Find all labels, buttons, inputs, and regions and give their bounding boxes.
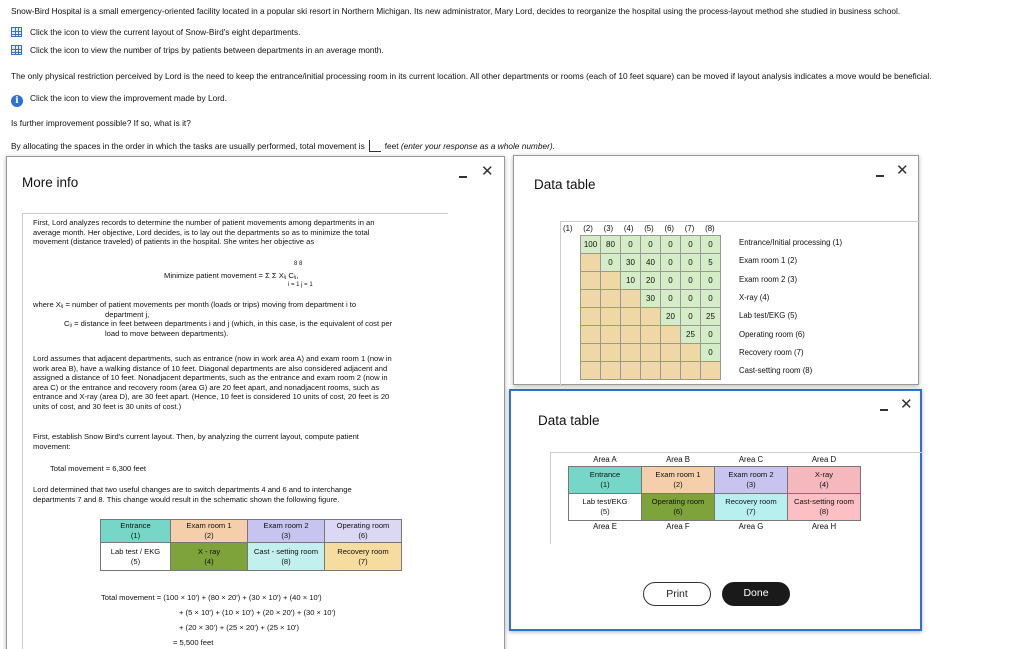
sum-upper-limits: 8 8	[294, 261, 303, 267]
trip-count-cell: 20	[641, 272, 661, 290]
cell-number: (8)	[281, 556, 291, 566]
def-c-line2: load to move between departments).	[105, 328, 229, 338]
current-layout-table	[568, 454, 861, 533]
p2-line: work area B), have a walking distance of 10 feet. Diagonal departments are also considered adjacent and	[33, 363, 388, 373]
cell-number: (5)	[600, 507, 610, 516]
trip-count-cell: 0	[681, 308, 701, 326]
empty-cell	[681, 344, 701, 362]
p4-line: departments 7 and 8. This change would result in the schematic shown the following figure.	[33, 494, 340, 504]
prompt-hint: (enter your response as a whole number).	[400, 141, 555, 151]
cell-label: X-ray	[814, 470, 834, 479]
area-a-entrance	[569, 467, 642, 494]
empty-cell	[621, 308, 641, 326]
cell-label: Exam room 1	[655, 470, 701, 479]
improvement-link[interactable]	[11, 93, 227, 107]
area-c-exam2	[715, 467, 788, 494]
layout-cell-lab	[101, 543, 171, 571]
trip-count-cell: 80	[601, 236, 621, 254]
minimize-icon[interactable]	[459, 176, 467, 178]
p2-line: units of cost, and 30 feet is 30 units of cost.)	[33, 401, 182, 411]
distance-paragraph	[33, 354, 448, 412]
empty-cell	[621, 362, 641, 380]
cell-label: Recovery room	[725, 497, 777, 506]
area-label: Area C	[738, 455, 764, 464]
p1-line2: average month. Her objective, Lord decides, is to lay out the departments so as to minimize the total	[33, 227, 370, 237]
column-header: (2)	[583, 224, 593, 233]
p2-line: assigned a distance of 10 feet. Nonadjacent departments, such as the entrance and exam room 2 (now in	[33, 373, 388, 383]
definitions	[33, 300, 448, 338]
empty-cell	[601, 272, 621, 290]
cell-number: (3)	[746, 480, 756, 489]
area-label: Area D	[811, 455, 837, 464]
area-label: Area H	[811, 522, 837, 531]
trip-count-cell: 0	[701, 344, 721, 362]
data-table-title: Data table	[534, 177, 596, 192]
empty-cell	[601, 344, 621, 362]
empty-cell	[701, 362, 721, 380]
cell-number: (3)	[281, 531, 291, 540]
layout-cell-entrance	[101, 520, 171, 543]
p2-line: area C) or the entrance and recovery room (area G) are 20 feet apart, and nonadjacent rooms, such as	[33, 382, 380, 392]
more-info-title: More info	[22, 175, 79, 190]
cell-number: (2)	[673, 480, 683, 489]
trip-count-cell: 0	[701, 326, 721, 344]
empty-cell	[581, 290, 601, 308]
cell-label: Cast-setting room	[794, 497, 854, 506]
cell-number: (7)	[746, 507, 756, 516]
department-label: Recovery room (7)	[739, 347, 804, 357]
empty-cell	[581, 326, 601, 344]
area-h-cast	[788, 494, 861, 521]
matrix-row	[581, 254, 721, 272]
cell-number: (4)	[819, 480, 829, 489]
answer-prompt	[11, 140, 555, 151]
answer-input[interactable]	[369, 140, 381, 152]
restriction-text: The only physical restriction perceived by Lord is the need to keep the entrance/initial processing room in its current location. All other departments or rooms (each of 10 feet square) can be moved if layout analysis indicates a move would be beneficial.	[11, 71, 932, 81]
changes-paragraph	[33, 485, 448, 504]
empty-cell	[661, 344, 681, 362]
cell-number: (7)	[358, 556, 368, 566]
department-label: Lab test/EKG (5)	[739, 311, 798, 321]
empty-cell	[621, 290, 641, 308]
trip-count-cell: 0	[641, 236, 661, 254]
column-header: (3)	[603, 224, 614, 233]
p1-line3: movement (distance traveled) of patients in the hospital. She writes her objective as	[33, 237, 315, 247]
empty-cell	[641, 308, 661, 326]
cell-label: Entrance	[589, 470, 621, 479]
cell-number: (8)	[819, 507, 829, 516]
p2-line: Lord assumes that adjacent departments, such as entrance (now in work area A) and exam room 1 (now in	[33, 354, 392, 363]
more-info-dialog	[6, 156, 505, 649]
empty-cell	[581, 344, 601, 362]
def-c-line1: Cᵢⱼ = distance in feet between departments i and j (which, in this case, is the equivalent of cost per	[64, 319, 393, 329]
area-label: Area G	[738, 522, 764, 531]
p3-line: First, establish Snow Bird's current layout. Then, by analyzing the current layout, compute patient	[33, 432, 359, 441]
department-label: Cast-setting room (8)	[739, 366, 813, 376]
column-header: (5)	[644, 224, 654, 233]
calc-result: = 5,500 feet	[173, 638, 214, 647]
empty-cell	[641, 344, 661, 362]
cell-label: Operating room	[336, 521, 390, 530]
data-table-title: Data table	[538, 413, 600, 428]
minimize-icon[interactable]	[876, 175, 884, 177]
cell-label: Entrance	[120, 521, 151, 530]
close-icon[interactable]: ✕	[900, 396, 913, 413]
trip-count-cell: 30	[641, 290, 661, 308]
p3-line: movement:	[33, 441, 71, 451]
area-e-lab	[569, 494, 642, 521]
table-icon[interactable]	[11, 45, 22, 55]
close-icon[interactable]: ✕	[481, 163, 494, 180]
trip-count-cell: 0	[701, 272, 721, 290]
area-g-recovery	[715, 494, 788, 521]
cell-label: Exam room 2	[263, 521, 309, 530]
trip-count-cell: 0	[701, 290, 721, 308]
further-question: Is further improvement possible? If so, what is it?	[11, 118, 191, 128]
cell-number: (6)	[673, 507, 683, 516]
area-f-operating	[642, 494, 715, 521]
department-label: Exam room 2 (3)	[739, 274, 798, 284]
cell-label: Lab test/EKG	[582, 497, 628, 506]
p2-line: entrance and X-ray (area D), are 30 feet apart. (Hence, 10 feet is considered 10 units of cost, 20 feet is 20	[33, 392, 390, 402]
cell-number: (4)	[204, 556, 214, 566]
cell-label: Exam room 1	[186, 521, 232, 530]
trip-count-cell: 10	[621, 272, 641, 290]
close-icon[interactable]: ✕	[896, 162, 909, 179]
cell-number: (1)	[600, 480, 610, 489]
empty-cell	[581, 362, 601, 380]
department-label: Operating room (6)	[739, 329, 805, 339]
layout-cell-xray	[171, 543, 248, 571]
trip-count-cell: 100	[581, 236, 601, 254]
layout-cell-cast	[248, 543, 325, 571]
cell-label: Cast - setting room	[253, 546, 319, 556]
empty-cell	[661, 362, 681, 380]
layout-cell-operating	[325, 520, 402, 543]
area-label: Area B	[666, 455, 690, 464]
trip-count-cell: 0	[681, 290, 701, 308]
cell-label: Operating room	[651, 497, 705, 506]
matrix-row	[581, 272, 721, 290]
empty-cell	[601, 308, 621, 326]
objective-paragraph	[33, 218, 448, 247]
prompt-before: By allocating the spaces in the order in which the tasks are usually performed, total movement is	[11, 141, 365, 151]
info-icon[interactable]: i	[11, 95, 23, 107]
department-label: X-ray (4)	[739, 292, 770, 302]
department-label: Exam room 1 (2)	[739, 256, 798, 266]
empty-cell	[581, 308, 601, 326]
trip-count-cell: 30	[621, 254, 641, 272]
layout-link-text[interactable]: Click the icon to view the current layout of Snow-Bird's eight departments.	[30, 27, 301, 37]
column-header: (4)	[623, 224, 634, 233]
empty-cell	[661, 326, 681, 344]
cell-number: (5)	[130, 556, 141, 566]
p4-line: Lord determined that two useful changes are to switch departments 4 and 6 and to interchange	[33, 485, 352, 494]
column-header: (7)	[684, 224, 695, 233]
def-x-line2: department j,	[105, 309, 150, 319]
table-icon[interactable]	[11, 27, 22, 37]
trips-link-text[interactable]: Click the icon to view the number of trips by patients between departments in an average month.	[30, 45, 384, 55]
trip-count-cell: 0	[681, 254, 701, 272]
trip-count-cell: 0	[661, 272, 681, 290]
cell-label: Lab test / EKG	[110, 546, 161, 556]
matrix-row	[581, 344, 721, 362]
trip-count-cell: 0	[661, 290, 681, 308]
trip-count-cell: 5	[701, 254, 721, 272]
print-button[interactable]: Print	[643, 582, 711, 606]
empty-cell	[581, 254, 601, 272]
empty-cell	[621, 344, 641, 362]
area-b-exam1	[642, 467, 715, 494]
matrix-row	[581, 326, 721, 344]
cell-label: Exam room 2	[728, 470, 774, 479]
cell-label: Recovery room	[337, 546, 389, 556]
establish-paragraph	[33, 432, 448, 451]
trip-count-cell: 0	[661, 254, 681, 272]
p1-line1: First, Lord analyzes records to determine the number of patient movements among departments in an	[33, 218, 375, 227]
cell-number: (2)	[204, 531, 214, 540]
column-header: (8)	[705, 224, 715, 233]
department-label: Entrance/Initial processing (1)	[739, 238, 843, 247]
layout-link[interactable]	[11, 27, 300, 37]
layout-cell-exam1	[171, 520, 248, 543]
area-label: Area F	[666, 522, 690, 531]
improved-layout-figure	[100, 519, 402, 571]
cell-number: (1)	[130, 531, 141, 540]
area-d-xray	[788, 467, 861, 494]
trip-count-cell: 0	[681, 236, 701, 254]
trip-count-cell: 20	[661, 308, 681, 326]
trip-count-cell: 0	[661, 236, 681, 254]
minimize-icon[interactable]	[880, 409, 888, 411]
layout-cell-recovery	[325, 543, 402, 571]
empty-cell	[601, 326, 621, 344]
column-header: (1)	[563, 224, 573, 233]
layout-data-table-dialog	[509, 389, 922, 631]
trip-count-cell: 0	[701, 236, 721, 254]
trip-count-cell: 40	[641, 254, 661, 272]
column-header: (6)	[664, 224, 675, 233]
empty-cell	[641, 362, 661, 380]
calc-line2: + (5 × 10') + (10 × 10') + (20 × 20') + (30 × 10')	[179, 608, 336, 617]
trip-count-cell: 25	[701, 308, 721, 326]
trip-count-cell: 0	[601, 254, 621, 272]
layout-cell-exam2	[248, 520, 325, 543]
trips-matrix	[580, 235, 721, 380]
empty-cell	[601, 362, 621, 380]
improvement-link-text[interactable]: Click the icon to view the improvement made by Lord.	[30, 93, 227, 103]
empty-cell	[681, 362, 701, 380]
matrix-row	[581, 236, 721, 254]
intro-text: Snow-Bird Hospital is a small emergency-oriented facility located in a popular ski resort in Northern Michigan. Its new administrator, Mary Lord, decides to reorganize the hospital using the process-layout method she studied in business school.	[11, 6, 901, 16]
cell-number: (6)	[358, 531, 368, 540]
matrix-row	[581, 308, 721, 326]
trip-count-cell: 0	[621, 236, 641, 254]
total-movement-current: Total movement = 6,300 feet	[50, 464, 147, 473]
done-button[interactable]: Done	[722, 582, 790, 606]
sum-lower-limits: i = 1 j = 1	[288, 282, 313, 288]
def-x-line1: where Xᵢⱼ = number of patient movements per month (loads or trips) moving from department i to	[33, 300, 357, 309]
matrix-row	[581, 290, 721, 308]
trips-link[interactable]	[11, 45, 384, 55]
empty-cell	[641, 326, 661, 344]
empty-cell	[621, 326, 641, 344]
area-label: Area E	[593, 522, 617, 531]
trip-count-cell: 25	[681, 326, 701, 344]
cell-label: X - ray	[197, 546, 221, 556]
area-label: Area A	[593, 455, 617, 464]
matrix-row	[581, 362, 721, 380]
trips-data-table-dialog	[513, 155, 919, 385]
empty-cell	[581, 272, 601, 290]
objective-formula: Minimize patient movement = Σ Σ Xᵢⱼ Cᵢⱼ,	[164, 271, 299, 280]
calc-line3: + (20 × 30') + (25 × 20') + (25 × 10')	[179, 623, 300, 632]
trip-count-cell: 0	[681, 272, 701, 290]
empty-cell	[601, 290, 621, 308]
calc-line1: Total movement = (100 × 10') + (80 × 20') + (30 × 10') + (40 × 10')	[101, 593, 322, 602]
more-info-content	[22, 213, 448, 649]
prompt-after: feet	[384, 141, 399, 151]
